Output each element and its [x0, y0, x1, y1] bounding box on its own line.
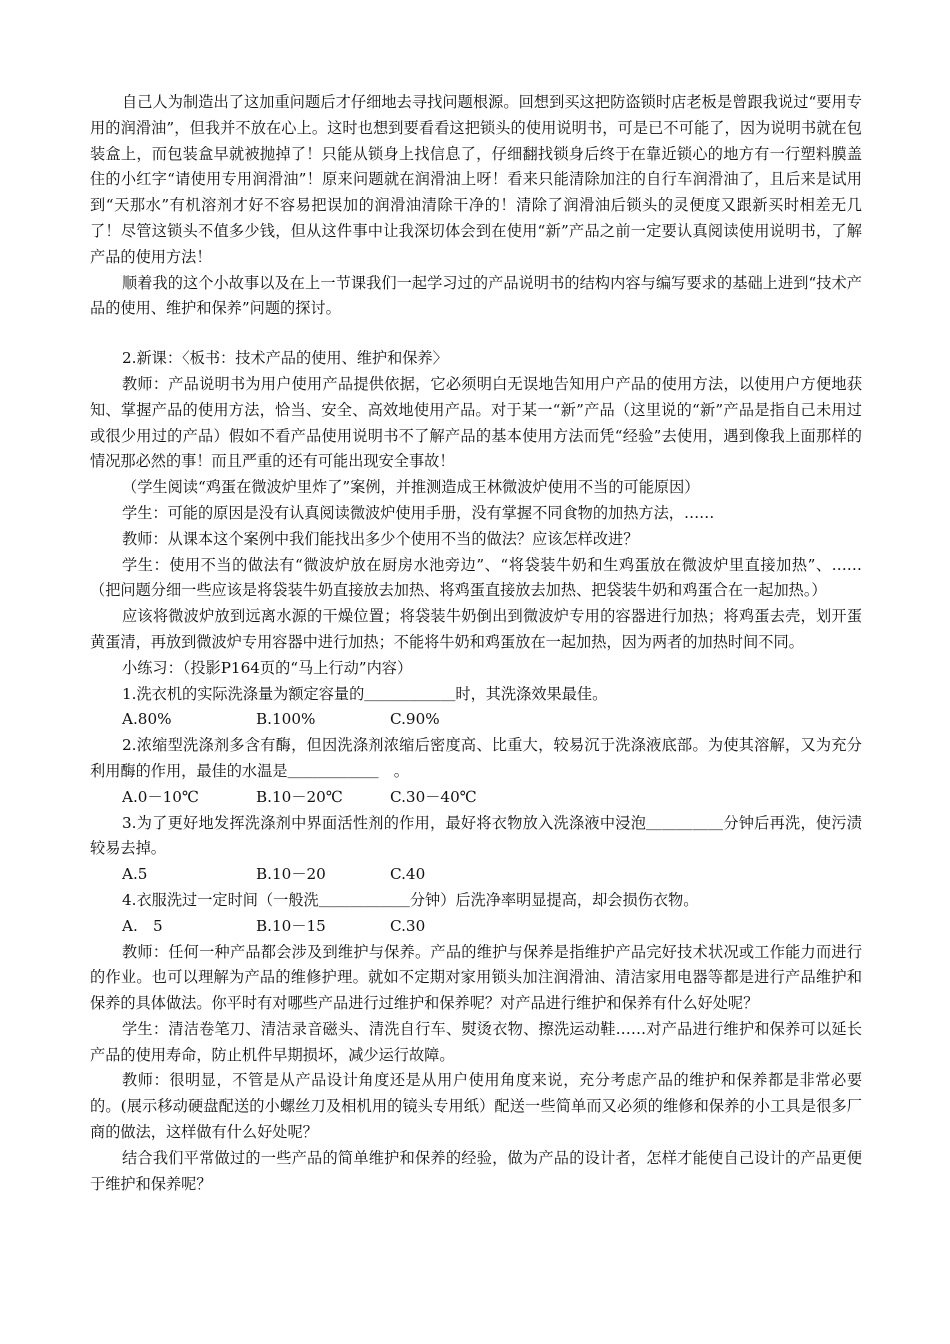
option-b: B.10－15: [256, 916, 326, 935]
paragraph-improvement: 应该将微波炉放到远离水源的干燥位置；将袋装牛奶倒出到微波炉专用的容器进行加热；将鸡蛋去壳，划开蛋黄蛋清，再放到微波炉专用容器中进行加热；不能将牛奶和鸡蛋放在一起加热，因为两者的加热时间不同。: [90, 607, 862, 651]
question-2-options: [90, 785, 862, 811]
paragraph-transition: 顺着我的这个小故事以及在上一节课我们一起学习过的产品说明书的结构内容与编写要求的基础上进到“技术产品的使用、维护和保养”问题的探讨。: [90, 273, 862, 318]
option-b: B.10－20℃: [256, 787, 343, 806]
option-c: C.30: [390, 916, 426, 935]
option-a: A.5: [122, 865, 148, 884]
paragraph-student-3: 学生：清洁卷笔刀、清洁录音磁头、清洗自行车、熨烫衣物、擦洗运动鞋……对产品进行维护和保养可以延长产品的使用寿命，防止机件早期损坏，减少运行故障。: [90, 1019, 862, 1064]
option-a: A. 5: [122, 916, 163, 935]
option-b: B.10－20: [256, 865, 326, 884]
paragraph-teacher-3: 教师：任何一种产品都会涉及到维护与保养。产品的维护与保养是指维护产品完好技术状况或工作能力而进行的作业。也可以理解为产品的维修护理。就如不定期对家用锁头加注润滑油、清洁家用电器等都是进行产品维护和保养的具体做法。你平时有对哪些产品进行过维护和保养呢？对产品进行维护和保养有什么好处呢？: [90, 942, 862, 1013]
paragraph-activity: （学生阅读“鸡蛋在微波炉里炸了”案例，并推测造成王林微波炉使用不当的可能原因）: [122, 478, 700, 497]
question-4-options: [90, 914, 862, 940]
option-a: A.0－10℃: [122, 787, 199, 806]
question-4: 4.衣服洗过一定时间（一般洗＿＿＿＿＿＿分钟）后洗净率明显提高，却会损伤衣物。: [122, 890, 699, 909]
option-c: C.30－40℃: [390, 787, 477, 806]
paragraph-gap: [90, 322, 862, 346]
section-heading: 2.新课：〈板书：技术产品的使用、维护和保养〉: [122, 349, 448, 368]
option-b: B.100%: [256, 710, 316, 729]
question-1-options: [90, 707, 862, 733]
paragraph-closing: 结合我们平常做过的一些产品的简单维护和保养的经验，做为产品的设计者，怎样才能使自己设计的产品更便于维护和保养呢？: [90, 1148, 862, 1193]
paragraph-story: 自己人为制造出了这加重问题后才仔细地去寻找问题根源。回想到买这把防盗锁时店老板是曾跟我说过“要用专用的润滑油”，但我并不放在心上。这时也想到要看看这把锁头的使用说明书，可是已不可能了，因为说明书就在包装盒上，而包装盒早就被抛掉了！只能从锁身上找信息了，仔细翻找锁身后终于在靠近锁心的地方有一行塑料膜盖住的小红字“请使用专用润滑油”！原来问题就在润滑油上呀！看来只能清除加注的自行车润滑油了，且后来是试用到“天那水”有机溶剂才好不容易把误加的润滑油清除干净的！清除了润滑油后锁头的灵便度又跟新买时相差无几了！尽管这锁头不值多少钱，但从这件事中让我深切体会到在使用“新”产品之前一定要认真阅读使用说明书，了解产品的使用方法！: [90, 93, 862, 266]
option-c: C.40: [390, 865, 426, 884]
paragraph-teacher-1: 教师：产品说明书为用户使用产品提供依据，它必须明白无误地告知用户产品的使用方法，以使用户方便地获知、掌握产品的使用方法，恰当、安全、高效地使用产品。对于某一“新”产品（这里说的“新”产品是指自己未用过或很少用过的产品）假如不看产品使用说明书不了解产品的基本使用方法而凭“经验”去使用，遇到像我上面那样的情况那必然的事！而且严重的还有可能出现安全事故！: [90, 374, 862, 471]
option-a: A.80%: [122, 710, 172, 729]
exercise-heading: 小练习：（投影P164页的“马上行动”内容）: [122, 658, 413, 677]
question-2: 2.浓缩型洗涤剂多含有酶，但因洗涤剂浓缩后密度高、比重大，较易沉于洗涤液底部。为使其溶解，又为充分利用酶的作用，最佳的水温是＿＿＿＿＿＿ 。: [90, 736, 862, 780]
paragraph-teacher-4: 教师：很明显，不管是从产品设计角度还是从用户使用角度来说，充分考虑产品的维护和保养都是非常必要的。(展示移动硬盘配送的小螺丝刀及相机用的镜头专用纸）配送一些简单而又必须的维修和保养的小工具是很多厂商的做法，这样做有什么好处呢？: [90, 1071, 862, 1142]
question-3-options: [90, 862, 862, 888]
paragraph-student-1: 学生：可能的原因是没有认真阅读微波炉使用手册，没有掌握不同食物的加热方法，……: [122, 503, 715, 522]
paragraph-student-2: 学生：使用不当的做法有“微波炉放在厨房水池旁边”、“将袋装牛奶和生鸡蛋放在微波炉里直接加热”、……（把问题分细一些应该是将袋装牛奶直接放去加热、将鸡蛋直接放去加热、把袋装牛奶和鸡蛋合在一起加热。）: [90, 555, 862, 600]
question-3: 3.为了更好地发挥洗涤剂中界面活性剂的作用，最好将衣物放入洗涤液中浸泡＿＿＿＿＿分钟后再洗，使污渍较易去掉。: [90, 813, 862, 858]
paragraph-teacher-2: 教师：从课本这个案例中我们能找出多少个使用不当的做法？应该怎样改进？: [122, 529, 639, 548]
document-body: [90, 90, 862, 1197]
option-c: C.90%: [390, 710, 440, 729]
question-1: 1.洗衣机的实际洗涤量为额定容量的＿＿＿＿＿＿时，其洗涤效果最佳。: [122, 684, 608, 703]
